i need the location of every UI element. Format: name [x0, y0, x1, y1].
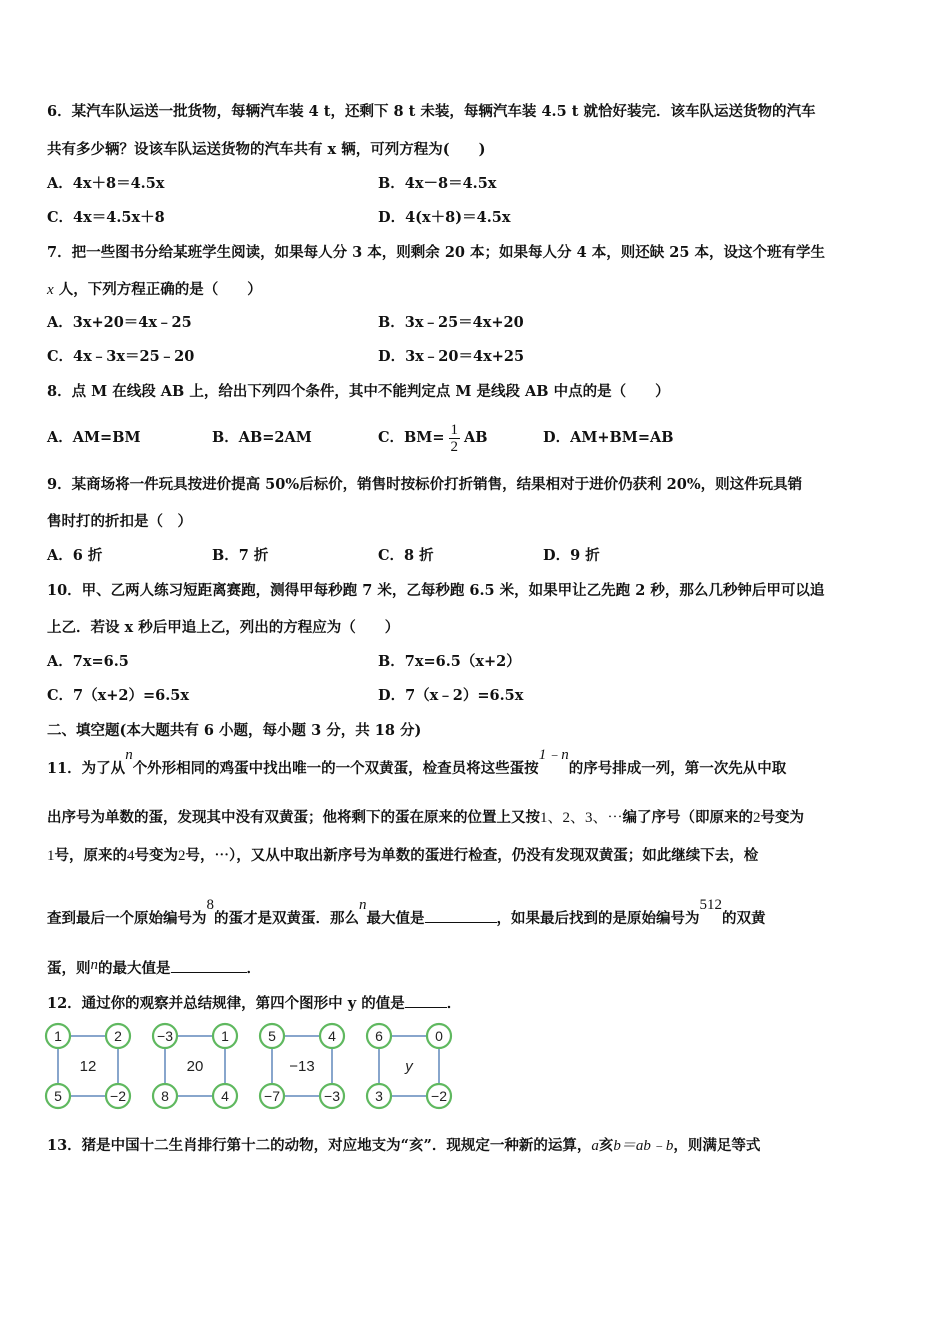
- q10-option-a: A．7x=6.5: [47, 653, 129, 670]
- q9-option-d: D．9 折: [543, 547, 600, 564]
- center-number: 20: [186, 1058, 204, 1075]
- q13-expression: b＝ab﹣b: [613, 1138, 674, 1154]
- corner-number-tl: −3: [157, 1028, 173, 1044]
- q11-var-n: n: [125, 747, 133, 763]
- q7-line1: 7．把一些图书分给某班学生阅读，如果每人分 3 本，则剩余 20 本；如果每人分 4 本，则还缺 25 本，设这个班有学生: [47, 244, 826, 261]
- q7-option-c: C．4x﹣3x＝25﹣20: [47, 348, 195, 365]
- q8-option-b: B．AB=2AM: [212, 429, 312, 446]
- q9-line1: 9．某商场将一件玩具按进价提高 50%后标价，销售时按标价打折销售，结果相对于进价仍获利 20%，则这件玩具销: [47, 476, 803, 493]
- center-number: y: [405, 1058, 413, 1075]
- q11-line4: 查到最后一个原始编号为8的蛋才是双黄蛋．那么n最大值是 ，如果最后找到的是原始编号为512的双黄: [47, 897, 766, 927]
- pattern-square-4: [367, 1024, 451, 1108]
- q7-option-a: A．3x+20＝4x﹣25: [47, 314, 192, 331]
- corner-number-tr: 0: [435, 1028, 443, 1044]
- q8-line1: 8．点 M 在线段 AB 上，给出下列四个条件，其中不能判定点 M 是线段 AB 中点的是（ ）: [47, 383, 670, 400]
- corner-number-br: 4: [221, 1088, 229, 1104]
- q9-option-b: B．7 折: [212, 547, 269, 564]
- q7-option-d: D．3x﹣20＝4x+25: [378, 348, 525, 365]
- q9-option-a: A．6 折: [47, 547, 103, 564]
- corner-number-br: −3: [324, 1088, 340, 1104]
- q10-option-c: C．7（x+2）=6.5x: [47, 687, 190, 704]
- q11-answer-blank-2[interactable]: [171, 958, 247, 973]
- q6-option-d: D．4(x＋8)＝4.5x: [378, 209, 511, 226]
- q6-option-b: B．4x－8＝4.5x: [378, 175, 497, 192]
- q7-var-x: x: [47, 282, 54, 298]
- corner-number-tr: 4: [328, 1028, 336, 1044]
- q6-line1: 6．某汽车队运送一批货物，每辆汽车装 4 t，还剩下 8 t 未装，每辆汽车装 4.5 t 就恰好装完．该车队运送货物的汽车: [47, 103, 816, 120]
- corner-number-br: −2: [110, 1088, 126, 1104]
- q6-option-a: A．4x＋8＝4.5x: [47, 175, 165, 192]
- q10-option-b: B．7x=6.5（x+2）: [378, 653, 521, 670]
- corner-number-bl: 8: [161, 1088, 169, 1104]
- q8-option-d: D．AM+BM=AB: [543, 429, 674, 446]
- q10-line1: 10．甲、乙两人练习短距离赛跑，测得甲每秒跑 7 米，乙每秒跑 6.5 米，如果甲让乙先跑 2 秒，那么几秒钟后甲可以追: [47, 582, 825, 599]
- q11-line5: 蛋，则n的最大值是 ．: [47, 957, 261, 977]
- center-number: −13: [289, 1058, 315, 1075]
- q12-line: 12．通过你的观察并总结规律，第四个图形中 y 的值是 ．: [47, 995, 462, 1012]
- center-number: 12: [79, 1058, 97, 1075]
- q8-option-a: A．AM=BM: [47, 429, 141, 446]
- q11-line3: 1号，原来的4号变为2号，⋯），又从中取出新序号为单数的蛋进行检查，仍没有发现双黄蛋；如此继续下去，检: [47, 847, 759, 864]
- q6-option-c: C．4x＝4.5x＋8: [47, 209, 165, 226]
- q6-line2: 共有多少辆？设该车队运送货物的汽车共有 x 辆，可列方程为( ): [47, 141, 486, 158]
- q12-pattern-figure: [42, 1020, 468, 1116]
- corner-number-br: −2: [431, 1088, 447, 1104]
- corner-number-tl: 5: [268, 1028, 276, 1044]
- section-heading-fill-in: 二、填空题(本大题共有 6 小题，每小题 3 分，共 18 分): [47, 722, 422, 739]
- q7-line2: x 人，下列方程正确的是（ ）: [47, 281, 262, 298]
- q11-line1: 11．为了从n个外形相同的鸡蛋中找出唯一的一个双黄蛋，检查员将这些蛋按1﹣n的序号排成一列，第一次先从中取: [47, 747, 787, 777]
- q11-answer-blank-1[interactable]: [425, 908, 497, 923]
- fraction-one-half: $\frac{1}{2}$: [450, 421, 458, 455]
- corner-number-bl: 3: [375, 1088, 383, 1104]
- corner-number-tr: 2: [114, 1028, 122, 1044]
- corner-number-tr: 1: [221, 1028, 229, 1044]
- q11-line2: 出序号为单数的蛋，发现其中没有双黄蛋；他将剩下的蛋在原来的位置上又按1、2、3、⋯编了序号（即原来的2号变为: [47, 809, 805, 826]
- q10-option-d: D．7（x﹣2）=6.5x: [378, 687, 524, 704]
- q11-range: 1﹣n: [538, 747, 569, 763]
- q9-line2: 售时打的折扣是（ ）: [47, 513, 192, 530]
- q10-line2: 上乙．若设 x 秒后甲追上乙，列出的方程应为（ ）: [47, 619, 400, 636]
- corner-number-bl: 5: [54, 1088, 62, 1104]
- pattern-square-2: [153, 1024, 237, 1108]
- pattern-square-3: [260, 1024, 344, 1108]
- corner-number-tl: 6: [375, 1028, 383, 1044]
- q13-line: 13．猪是中国十二生肖排行第十二的动物，对应地支为“亥”．现规定一种新的运算，a亥b＝ab﹣b，则满足等式: [47, 1137, 761, 1154]
- q7-option-b: B．3x﹣25＝4x+20: [378, 314, 524, 331]
- corner-number-bl: −7: [264, 1088, 280, 1104]
- q12-answer-blank[interactable]: [405, 993, 447, 1008]
- q9-option-c: C．8 折: [378, 547, 434, 564]
- pattern-square-1: [46, 1024, 130, 1108]
- q8-option-c: C．BM= $\frac{1}{2}$ AB: [378, 421, 488, 455]
- corner-number-tl: 1: [54, 1028, 62, 1044]
